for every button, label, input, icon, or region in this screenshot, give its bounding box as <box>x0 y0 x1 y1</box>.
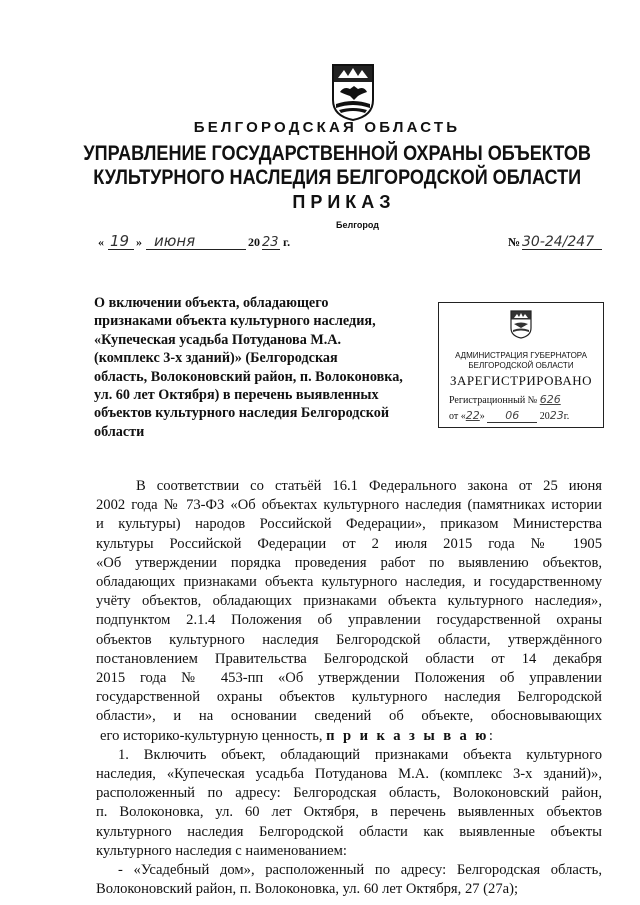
title-line: О включении объекта, обладающего <box>94 295 329 311</box>
body-line: объектов культурного наследия Белгородской области, утверждённого <box>96 631 602 648</box>
title-line: области <box>94 423 145 440</box>
body-line: В соответствии со статьёй 16.1 Федерального закона от 25 июня <box>136 478 602 494</box>
agency-name-line1: УПРАВЛЕНИЕ ГОСУДАРСТВЕННОЙ ОХРАНЫ ОБЪЕКТОВ <box>83 142 591 165</box>
stamp-date <box>449 409 569 423</box>
city-name: Белгород <box>336 220 379 230</box>
agency-name <box>45 142 595 190</box>
number-value: 30-24/247 <box>522 234 595 250</box>
body-line: п. Волоконовка, ул. 60 лет Октября, в перечень выявленных объектов <box>96 804 602 821</box>
stamp-date-day: 22 <box>465 409 480 422</box>
body-line: наследия, «Купеческая усадьба Потуданова М.А. (комплекс 3-х зданий)», <box>96 766 602 783</box>
region-name: БЕЛГОРОДСКАЯ ОБЛАСТЬ <box>193 119 461 136</box>
title-line: ул. 60 лет Октября) в перечень выявленных <box>94 387 379 404</box>
stamp-date-from: от « <box>449 411 466 422</box>
number-label: № <box>508 235 521 249</box>
date-year-mark: г. <box>283 235 291 249</box>
body-line: культурного наследия с наименованием: <box>96 842 347 859</box>
title-line: «Купеческая усадьба Потуданова М.А. <box>94 331 342 348</box>
body-line: обладающих признаками объекта культурного наследия, и государственному <box>96 574 602 591</box>
date-day-underline <box>108 249 134 250</box>
body-line <box>96 727 602 746</box>
body-line: 1. Включить объект, обладающий признаками объекта культурного <box>118 746 602 763</box>
body-line-text: его историко-культурную ценность, <box>100 727 323 744</box>
body-line: 2015 года № 453-пп «Об утверждении Положения об управлении <box>96 670 602 687</box>
order-number <box>508 232 608 254</box>
body-paragraph-1 <box>96 477 602 746</box>
title-line: область, Волоконовский район, п. Волоконовка, <box>94 368 403 385</box>
order-title <box>94 294 434 441</box>
agency-name-line2: КУЛЬТУРНОГО НАСЛЕДИЯ БЕЛГОРОДСКОЙ ОБЛАСТИ <box>93 166 582 189</box>
body-paragraph-3 <box>96 861 602 899</box>
body-paragraph-2 <box>96 746 602 861</box>
registration-stamp <box>438 302 604 428</box>
stamp-line1: АДМИНИСТРАЦИЯ ГУБЕРНАТОРА <box>455 351 587 360</box>
date-year-suffix: 23 <box>262 235 279 250</box>
date-month: июня <box>154 232 196 250</box>
date-open-quote: « <box>98 235 104 249</box>
stamp-reg-label: Регистрационный № <box>449 395 538 406</box>
date-month-underline <box>146 249 246 250</box>
body-line: 2002 года № 73-ФЗ «Об объектах культурного наследия (памятниках истории <box>96 497 602 514</box>
title-line: (комплекс 3-х зданий)» (Белгородская <box>94 350 338 367</box>
order-word-tail: : <box>488 727 493 744</box>
number-underline <box>522 249 602 250</box>
stamp-date-year-suffix: 23 <box>549 409 564 422</box>
stamp-reg-value: 626 <box>539 393 561 406</box>
body-line: области», и на основании сведений об объекте, обосновывающих <box>96 708 602 725</box>
coat-of-arms-icon <box>330 62 376 122</box>
date-year-prefix: 20 <box>248 235 260 249</box>
stamp-date-year-prefix: 20 <box>539 411 550 422</box>
title-line: признаками объекта культурного наследия, <box>94 313 376 330</box>
body-line: - «Усадебный дом», расположенный по адресу: Белгородская область, <box>118 862 602 879</box>
body-line: и культуры) народов Российской Федерации», приказом Министерства <box>96 516 602 533</box>
body-line: постановлением Правительства Белгородской области от 14 декабря <box>96 650 602 667</box>
body-line: расположенный по адресу: Белгородская область, Волоконовский район, <box>96 785 602 802</box>
order-body <box>96 477 602 899</box>
stamp-date-close: » <box>479 411 485 422</box>
order-word: п р и к а з ы в а ю <box>326 727 489 744</box>
stamp-reg-number <box>449 393 561 406</box>
stamp-date-year-mark: г. <box>563 411 570 422</box>
body-line: государственной охраны объектов культурного наследия Белгородской <box>96 689 602 706</box>
date-day: 19 <box>110 232 130 250</box>
title-line: объектов культурного наследия Белгородской <box>94 405 390 422</box>
body-line: культуры Российской Федерации от 2 июля 2015 года № 1905 <box>96 535 602 552</box>
stamp-registered: ЗАРЕГИСТРИРОВАНО <box>450 373 592 388</box>
stamp-date-month: 06 <box>487 409 537 423</box>
stamp-emblem-icon <box>509 309 533 339</box>
date-close-quote: » <box>136 235 142 249</box>
body-line: «Об утверждении порядка проведения работ по выявлению объектов, <box>96 554 602 571</box>
body-line: Волоконовский район, п. Волоконовка, ул. 60 лет Октября, 27 (27а); <box>96 881 519 898</box>
body-line: подпунктом 2.1.4 Положения об управлении государственной охраны <box>96 612 602 629</box>
date-year-underline <box>262 249 280 250</box>
body-line: учёту объектов, обладающих признаками объекта культурного наследия», <box>96 593 602 610</box>
order-date <box>98 232 298 254</box>
document-type: ПРИКАЗ <box>292 192 396 212</box>
body-line: культурного наследия Белгородской области как выявленные объекты <box>96 823 602 840</box>
stamp-line2: БЕЛГОРОДСКОЙ ОБЛАСТИ <box>468 361 574 370</box>
